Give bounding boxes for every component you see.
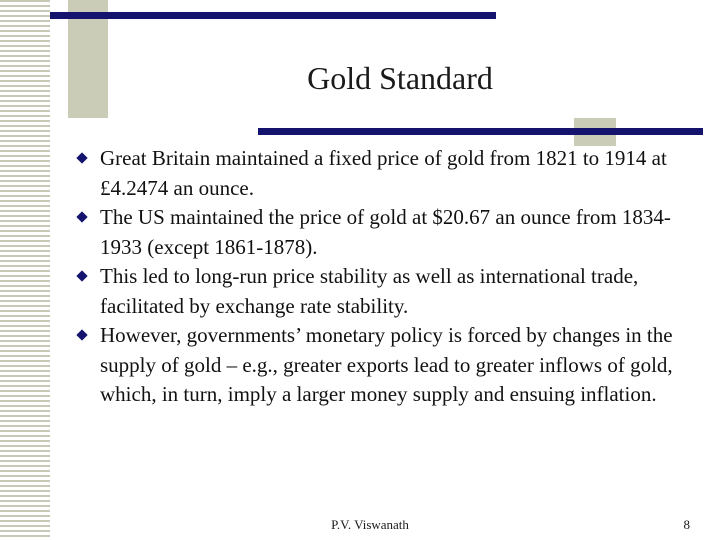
diamond-bullet-icon xyxy=(76,211,87,222)
bullet-text: Great Britain maintained a fixed price of gold from 1821 to 1914 at £4.2474 an ounce. xyxy=(100,146,667,200)
bullet-text: This led to long-run price stability as well as international trade, facilitated by exchange rate stability. xyxy=(100,264,639,318)
decorative-bar-under-title xyxy=(258,128,703,135)
page-number: 8 xyxy=(683,517,690,532)
bullet-item xyxy=(74,203,694,262)
diamond-bullet-icon xyxy=(76,270,87,281)
bullet-text: The US maintained the price of gold at $20.67 an ounce from 1834-1933 (except 1861-1878). xyxy=(100,205,671,259)
footer-author: P.V. Viswanath xyxy=(331,517,409,532)
bullet-item xyxy=(74,144,694,203)
left-striped-margin xyxy=(0,0,50,540)
bullet-item xyxy=(74,321,694,410)
bullet-list xyxy=(74,144,694,410)
bullet-text: However, governments’ monetary policy is forced by changes in the supply of gold – e.g., greater exports lead to greater inflows of gold, which, in turn, imply a larger money supply and ensuing inflation. xyxy=(100,323,673,406)
slide-title: Gold Standard xyxy=(307,60,493,96)
diamond-bullet-icon xyxy=(76,152,87,163)
bullet-item xyxy=(74,262,694,321)
diamond-bullet-icon xyxy=(76,329,87,340)
decorative-bar-top xyxy=(50,12,496,19)
